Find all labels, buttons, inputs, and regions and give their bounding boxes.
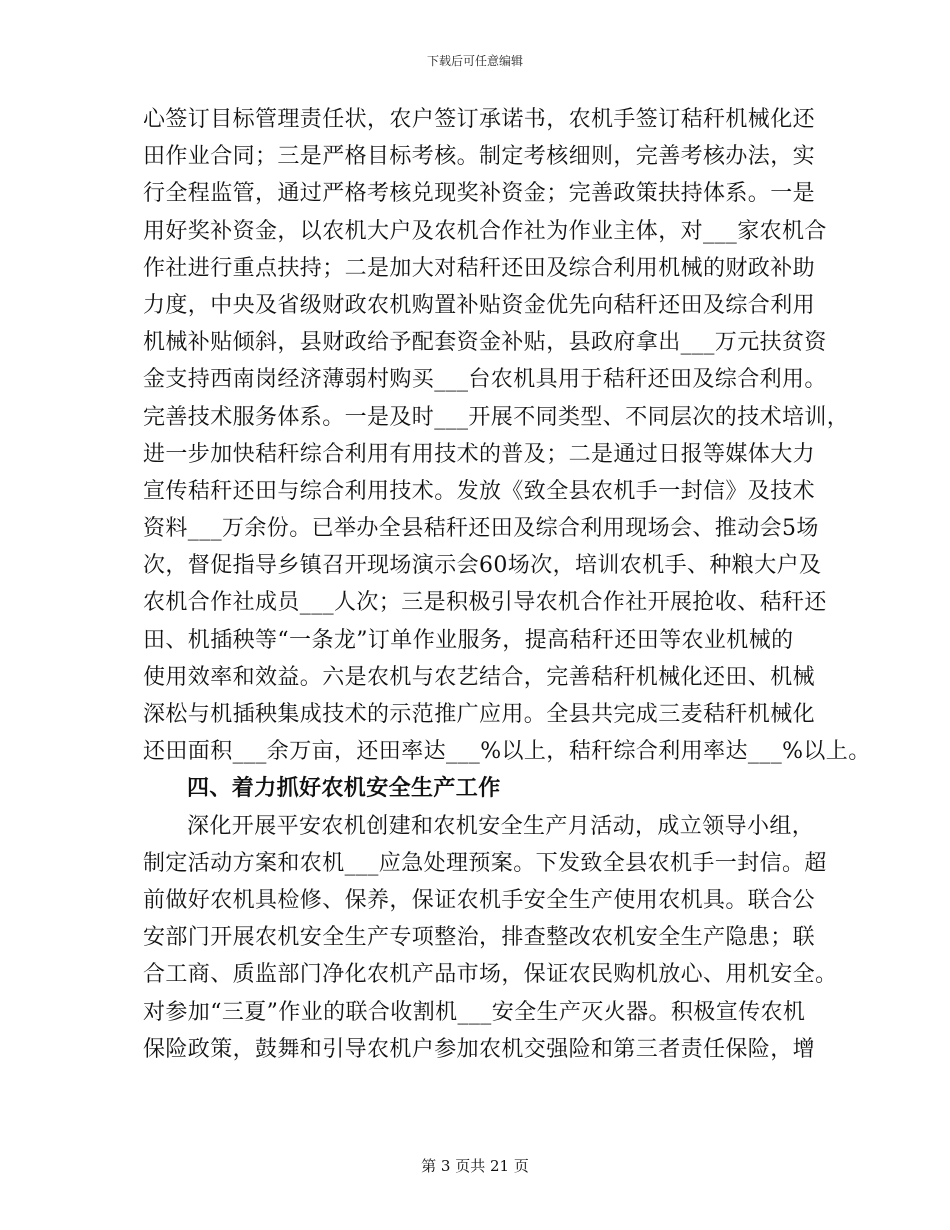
text-line: 进一步加快秸秆综合利用有用技术的普及；二是通过日报等媒体大力 (143, 441, 816, 467)
text-line: 机械补贴倾斜，县财政给予配套资金补贴，县政府拿出___万元扶贫资 (143, 330, 827, 356)
text-line: 心签订目标管理责任状，农户签订承诺书，农机手签订秸秆机械化还 (143, 107, 816, 132)
text-line: 田作业合同；三是严格目标考核。制定考核细则，完善考核办法，实 (143, 144, 816, 170)
text-line: 作社进行重点扶持；二是加大对秸秆还田及综合利用机械的财政补助 (143, 255, 816, 281)
text-line: 前做好农机具检修、保养，保证农机手安全生产使用农机具。联合公 (143, 887, 816, 913)
text-line: 用好奖补资金，以农机大户及农机合作社为作业主体，对___家农机合 (143, 218, 827, 244)
text-line: 深化开展平安农机创建和农机安全生产月活动，成立领导小组， (187, 813, 815, 839)
text-line: 对参加“三夏”作业的联合收割机___安全生产灭火器。积极宣传农机 (143, 999, 806, 1025)
text-line: 宣传秸秆还田与综合利用技术。发放《致全县农机手一封信》及技术 (143, 478, 816, 504)
text-line: 安部门开展农机安全生产专项整治，排查整改农机安全生产隐患；联 (143, 925, 816, 951)
page-number: 第 3 页共 21 页 (421, 1157, 529, 1175)
text-line: 资料___万余份。已举办全县秸秆还田及综合利用现场会、推动会5场 (143, 516, 819, 542)
document-body (143, 101, 871, 1068)
text-line: 行全程监管，通过严格考核兑现奖补资金；完善政策扶持体系。一是 (143, 181, 816, 207)
text-line: 农机合作社成员___人次；三是积极引导农机合作社开展抢收、秸秆还 (143, 590, 827, 616)
text-line: 还田面积___余万亩，还田率达___%以上，秸秆综合利用率达___%以上。 (143, 739, 871, 765)
text-line: 金支持西南岗经济薄弱村购买___台农机具用于秸秆还田及综合利用。 (143, 367, 827, 393)
text-line: 制定活动方案和农机___应急处理预案。下发致全县农机手一封信。超 (143, 850, 827, 876)
text-line: 保险政策，鼓舞和引导农机户参加农机交强险和第三者责任保险，增 (143, 1036, 816, 1062)
text-line: 力度，中央及省级财政农机购置补贴资金优先向秸秆还田及综合利用 (143, 292, 816, 318)
section-heading: 四、着力抓好农机安全生产工作 (187, 775, 501, 802)
text-line: 田、机插秧等“一条龙”订单作业服务，提高秸秆还田等农业机械的 (143, 627, 794, 653)
text-line: 使用效率和效益。六是农机与农艺结合，完善秸秆机械化还田、机械 (143, 664, 816, 690)
page-header: 下载后可任意编辑 (426, 54, 523, 68)
text-line: 深松与机插秧集成技术的示范推广应用。全县共完成三麦秸秆机械化 (143, 702, 816, 727)
text-line: 次，督促指导乡镇召开现场演示会60场次，培训农机手、种粮大户及 (143, 553, 822, 579)
text-line: 完善技术服务体系。一是及时___开展不同类型、不同层次的技术培训， (143, 404, 850, 430)
text-line: 合工商、质监部门净化农机产品市场，保证农民购机放心、用机安全。 (143, 962, 838, 988)
